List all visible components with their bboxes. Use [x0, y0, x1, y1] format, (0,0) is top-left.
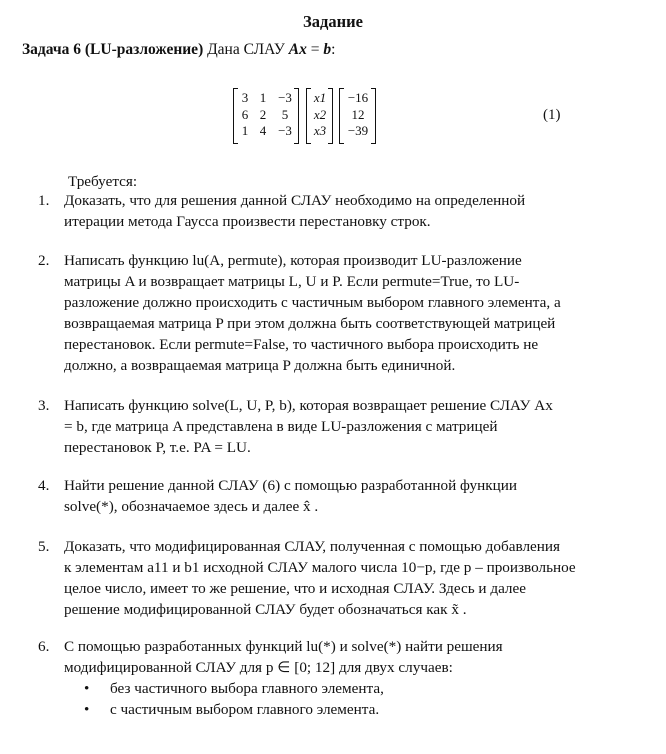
- vector-x-right-bracket: [328, 88, 333, 144]
- item-line: Доказать, что для решения данной СЛАУ необходимо на определенной: [64, 192, 526, 209]
- item-line: матрицы A и возвращает матрицы L, U и P. Если permute=True, то LU-: [64, 273, 520, 290]
- bullet-icon: •: [84, 680, 90, 697]
- item-line: = b, где матрица A представлена в виде LU-разложения с матрицей: [64, 418, 498, 435]
- vector-b-cell: −16: [347, 90, 369, 105]
- item-line: возвращаемая матрица P при этом должна быть соответствующей матрицей: [64, 315, 556, 332]
- vector-b: [343, 90, 373, 140]
- matrix-a-col-2: [256, 90, 270, 140]
- vector-b-cell: −39: [347, 123, 369, 138]
- vector-x-cell: x1: [313, 90, 327, 105]
- task-heading: [22, 41, 335, 59]
- vector-x-cell: x3: [313, 123, 327, 138]
- item-line: перестановок. Если permute=False, то частичного выбора происходить не: [64, 336, 539, 353]
- item-line: итерации метода Гаусса произвести перестановку строк.: [64, 213, 431, 230]
- bullet-item-1: [84, 678, 384, 699]
- matrix-a-cell: 3: [241, 90, 249, 105]
- list-item-6: [30, 636, 630, 678]
- task-heading-bold: Задача 6 (LU-разложение): [22, 41, 204, 58]
- item-line: Написать функцию solve(L, U, P, b), которая возвращает решение СЛАУ Ax: [64, 397, 553, 414]
- matrix-a-cell: −3: [278, 123, 292, 138]
- eq-rhs: b: [323, 41, 332, 58]
- item-line: Написать функцию lu(A, permute), которая производит LU-разложение: [64, 252, 522, 269]
- matrix-a-cell: 6: [241, 106, 249, 122]
- list-item-1: [30, 190, 630, 232]
- list-item-2: [30, 250, 630, 376]
- vector-x: [311, 90, 329, 140]
- bullet-text: без частичного выбора главного элемента,: [110, 680, 384, 697]
- item-line: к элементам a11 и b1 исходной СЛАУ малого числа 10−p, где p – произвольное: [64, 559, 576, 576]
- matrix-a-cell: 2: [259, 106, 267, 122]
- matrix-a-cell: 5: [281, 106, 289, 122]
- eq-sign: =: [310, 41, 320, 58]
- matrix-a-right-bracket: [294, 88, 299, 144]
- item-number: 3.: [38, 397, 50, 414]
- item-line: С помощью разработанных функций lu(*) и solve(*) найти решения: [64, 638, 503, 655]
- item-number: 4.: [38, 477, 50, 494]
- item-line: Найти решение данной СЛАУ (6) с помощью разработанной функции: [64, 477, 517, 494]
- item-line: решение модифицированной СЛАУ будет обозначаться как x̃ .: [64, 601, 467, 618]
- item-line: solve(*), обозначаемое здесь и далее x̂ .: [64, 498, 319, 515]
- item-line: должно, а возвращаемая матрица P должна быть единичной.: [64, 357, 456, 374]
- item-line: модифицированной СЛАУ для p ∈ [0; 12] для двух случаев:: [64, 659, 453, 676]
- bullet-text: с частичным выбором главного элемента.: [110, 701, 380, 718]
- page-title: Задание: [303, 12, 363, 31]
- vector-x-cell: x2: [313, 106, 327, 122]
- required-label: Требуется:: [68, 173, 138, 190]
- vector-b-cell: 12: [351, 106, 365, 122]
- item-line: Доказать, что модифицированная СЛАУ, полученная с помощью добавления: [64, 538, 560, 555]
- item-line: разложение должно происходить с частичным выбором главного элемента, а: [64, 294, 561, 311]
- bullet-item-2: [84, 699, 379, 720]
- item-number: 2.: [38, 252, 50, 269]
- item-number: 1.: [38, 192, 50, 209]
- list-item-4: [30, 475, 630, 517]
- item-number: 5.: [38, 538, 50, 555]
- task-heading-given: Дана СЛАУ: [207, 41, 285, 58]
- eq-lhs: Ax: [288, 41, 307, 58]
- item-line: перестановок P, т.е. PA = LU.: [64, 439, 251, 456]
- list-item-5: [30, 536, 630, 620]
- eq-colon: :: [331, 41, 336, 58]
- matrix-a-cell: 1: [241, 123, 249, 138]
- item-number: 6.: [38, 638, 50, 655]
- matrix-a-col-3: [274, 90, 296, 140]
- matrix-a-cell: 1: [259, 90, 267, 105]
- matrix-a-col-1: [238, 90, 252, 140]
- vector-b-right-bracket: [371, 88, 376, 144]
- matrix-a-cell: 4: [259, 123, 267, 138]
- item-line: целое число, имеет то же решение, что и исходная СЛАУ. Здесь и далее: [64, 580, 526, 597]
- list-item-3: [30, 395, 630, 458]
- matrix-a-cell: −3: [278, 90, 292, 105]
- equation-number: (1): [543, 107, 561, 123]
- bullet-icon: •: [84, 701, 90, 718]
